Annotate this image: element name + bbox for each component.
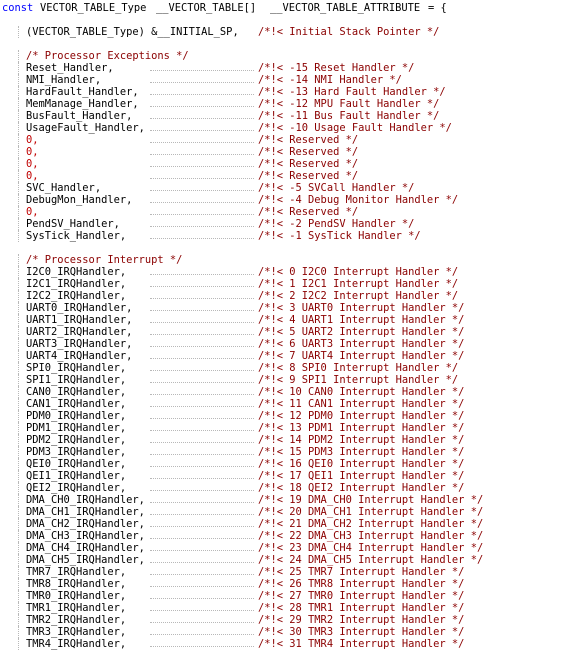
handler-comment: /*!< 26 TMR8 Interrupt Handler */ [258, 578, 465, 590]
whitespace-dots [150, 394, 254, 395]
handler-comment: /*!< -1 SysTick Handler */ [258, 230, 421, 242]
handler-name: Reset_Handler, [26, 62, 114, 74]
blank-line [0, 14, 561, 26]
handler-name: TMR7_IRQHandler, [26, 566, 127, 578]
interrupt-entry [0, 302, 561, 314]
exception-entry [0, 134, 561, 146]
handler-comment: /*!< 31 TMR4 Interrupt Handler */ [258, 638, 465, 650]
handler-name: TMR2_IRQHandler, [26, 614, 127, 626]
interrupt-entry [0, 326, 561, 338]
whitespace-dots [150, 130, 254, 131]
interrupt-entry [0, 314, 561, 326]
exception-entry [0, 206, 561, 218]
whitespace-dots [150, 322, 254, 323]
handler-name: QEI0_IRQHandler, [26, 458, 127, 470]
whitespace-dots [150, 286, 254, 287]
interrupt-entry [0, 638, 561, 650]
handler-name: SPI1_IRQHandler, [26, 374, 127, 386]
handler-comment: /*!< 19 DMA_CH0 Interrupt Handler */ [258, 494, 484, 506]
whitespace-dots [150, 454, 254, 455]
handler-name: DMA_CH0_IRQHandler, [26, 494, 145, 506]
whitespace-dots [150, 190, 254, 191]
whitespace-dots [150, 298, 254, 299]
whitespace-dots [150, 478, 254, 479]
vector-table-type: VECTOR_TABLE_Type [40, 2, 147, 14]
handler-comment: /*!< 2 I2C2 Interrupt Handler */ [258, 290, 459, 302]
handler-name: TMR3_IRQHandler, [26, 626, 127, 638]
handler-comment: /*!< 4 UART1 Interrupt Handler */ [258, 314, 465, 326]
whitespace-dots [150, 178, 254, 179]
handler-comment: /*!< 22 DMA_CH3 Interrupt Handler */ [258, 530, 484, 542]
interrupt-entry [0, 554, 561, 566]
whitespace-dots [150, 370, 254, 371]
handler-name: 0, [26, 206, 39, 218]
interrupt-entry [0, 542, 561, 554]
whitespace-dots [150, 70, 254, 71]
handler-name: PDM0_IRQHandler, [26, 410, 127, 422]
handler-comment: /*!< 17 QEI1 Interrupt Handler */ [258, 470, 465, 482]
handler-name: DMA_CH5_IRQHandler, [26, 554, 145, 566]
whitespace-dots [150, 202, 254, 203]
handler-name: I2C0_IRQHandler, [26, 266, 127, 278]
handler-comment: /*!< Reserved */ [258, 170, 359, 182]
exception-entry [0, 62, 561, 74]
handler-name: CAN0_IRQHandler, [26, 386, 127, 398]
whitespace-dots [150, 118, 254, 119]
whitespace-dots [150, 502, 254, 503]
const-keyword: const [2, 2, 34, 14]
exceptions-section-comment: /* Processor Exceptions */ [26, 50, 189, 62]
handler-name: MemManage_Handler, [26, 98, 139, 110]
handler-name: UART2_IRQHandler, [26, 326, 133, 338]
whitespace-dots [150, 154, 254, 155]
exception-entry [0, 194, 561, 206]
whitespace-dots [150, 142, 254, 143]
handler-name: 0, [26, 146, 39, 158]
whitespace-dots [150, 226, 254, 227]
handler-name: 0, [26, 158, 39, 170]
whitespace-dots [150, 634, 254, 635]
whitespace-dots [150, 406, 254, 407]
handler-name: QEI2_IRQHandler, [26, 482, 127, 494]
interrupt-entry [0, 434, 561, 446]
interrupt-entry [0, 506, 561, 518]
handler-name: DMA_CH2_IRQHandler, [26, 518, 145, 530]
handler-comment: /*!< 3 UART0 Interrupt Handler */ [258, 302, 465, 314]
handler-name: DebugMon_Handler, [26, 194, 133, 206]
handler-name: QEI1_IRQHandler, [26, 470, 127, 482]
handler-name: TMR1_IRQHandler, [26, 602, 127, 614]
handler-name: UART3_IRQHandler, [26, 338, 133, 350]
handler-name: DMA_CH4_IRQHandler, [26, 542, 145, 554]
whitespace-dots [150, 238, 254, 239]
handler-comment: /*!< -5 SVCall Handler */ [258, 182, 415, 194]
whitespace-dots [150, 214, 254, 215]
whitespace-dots [150, 166, 254, 167]
interrupts-section-comment: /* Processor Interrupt */ [26, 254, 183, 266]
handler-comment: /*!< 7 UART4 Interrupt Handler */ [258, 350, 465, 362]
whitespace-dots [150, 598, 254, 599]
whitespace-dots [150, 430, 254, 431]
interrupt-entry [0, 386, 561, 398]
handler-comment: /*!< -4 Debug Monitor Handler */ [258, 194, 459, 206]
whitespace-dots [150, 334, 254, 335]
handler-comment: /*!< 11 CAN1 Interrupt Handler */ [258, 398, 465, 410]
exception-entry [0, 146, 561, 158]
whitespace-dots [150, 346, 254, 347]
whitespace-dots [150, 574, 254, 575]
handler-name: 0, [26, 134, 39, 146]
handler-name: UART0_IRQHandler, [26, 302, 133, 314]
handler-comment: /*!< 5 UART2 Interrupt Handler */ [258, 326, 465, 338]
stack-pointer-comment: /*!< Initial Stack Pointer */ [258, 26, 440, 38]
whitespace-dots [150, 82, 254, 83]
interrupt-entry [0, 410, 561, 422]
interrupt-entry [0, 362, 561, 374]
exception-entry [0, 98, 561, 110]
handler-comment: /*!< -13 Hard Fault Handler */ [258, 86, 446, 98]
whitespace-dots [150, 526, 254, 527]
handler-name: UsageFault_Handler, [26, 122, 145, 134]
whitespace-dots [150, 466, 254, 467]
handler-comment: /*!< 10 CAN0 Interrupt Handler */ [258, 386, 465, 398]
interrupt-entry [0, 590, 561, 602]
whitespace-dots [150, 418, 254, 419]
handler-comment: /*!< 1 I2C1 Interrupt Handler */ [258, 278, 459, 290]
handler-comment: /*!< -12 MPU Fault Handler */ [258, 98, 440, 110]
handler-comment: /*!< -10 Usage Fault Handler */ [258, 122, 452, 134]
stack-pointer-line [0, 26, 561, 38]
interrupt-entry [0, 290, 561, 302]
interrupt-entry [0, 278, 561, 290]
whitespace-dots [150, 310, 254, 311]
blank-line [0, 38, 561, 50]
interrupt-entry [0, 422, 561, 434]
exception-entry [0, 110, 561, 122]
handler-name: DMA_CH3_IRQHandler, [26, 530, 145, 542]
stack-pointer-entry: (VECTOR_TABLE_Type) &__INITIAL_SP, [26, 26, 239, 38]
handler-comment: /*!< 15 PDM3 Interrupt Handler */ [258, 446, 465, 458]
handler-name: UART1_IRQHandler, [26, 314, 133, 326]
handler-name: UART4_IRQHandler, [26, 350, 133, 362]
handler-comment: /*!< Reserved */ [258, 206, 359, 218]
handler-name: HardFault_Handler, [26, 86, 139, 98]
handler-name: 0, [26, 170, 39, 182]
handler-comment: /*!< 12 PDM0 Interrupt Handler */ [258, 410, 465, 422]
whitespace-dots [150, 514, 254, 515]
exception-entry [0, 122, 561, 134]
handler-comment: /*!< 16 QEI0 Interrupt Handler */ [258, 458, 465, 470]
handler-name: I2C2_IRQHandler, [26, 290, 127, 302]
handler-name: CAN1_IRQHandler, [26, 398, 127, 410]
whitespace-dots [150, 610, 254, 611]
whitespace-dots [150, 274, 254, 275]
handler-comment: /*!< 6 UART3 Interrupt Handler */ [258, 338, 465, 350]
handler-comment: /*!< 9 SPI1 Interrupt Handler */ [258, 374, 459, 386]
whitespace-dots [150, 622, 254, 623]
interrupt-entry [0, 494, 561, 506]
interrupt-entry [0, 350, 561, 362]
handler-name: TMR4_IRQHandler, [26, 638, 127, 650]
handler-name: SPI0_IRQHandler, [26, 362, 127, 374]
exception-entry [0, 182, 561, 194]
interrupt-entry [0, 602, 561, 614]
handler-name: SVC_Handler, [26, 182, 102, 194]
interrupt-entry [0, 374, 561, 386]
handler-name: DMA_CH1_IRQHandler, [26, 506, 145, 518]
interrupt-entry [0, 578, 561, 590]
handler-comment: /*!< 14 PDM2 Interrupt Handler */ [258, 434, 465, 446]
handler-comment: /*!< 0 I2C0 Interrupt Handler */ [258, 266, 459, 278]
handler-name: TMR0_IRQHandler, [26, 590, 127, 602]
vector-table-symbol: __VECTOR_TABLE[] [156, 2, 257, 14]
handler-comment: /*!< 13 PDM1 Interrupt Handler */ [258, 422, 465, 434]
interrupt-entry [0, 482, 561, 494]
interrupt-entry [0, 614, 561, 626]
exception-entry [0, 86, 561, 98]
interrupt-entry [0, 446, 561, 458]
interrupt-entry [0, 338, 561, 350]
handler-comment: /*!< 20 DMA_CH1 Interrupt Handler */ [258, 506, 484, 518]
exception-entry [0, 230, 561, 242]
interrupt-entry [0, 626, 561, 638]
whitespace-dots [150, 550, 254, 551]
handler-comment: /*!< 8 SPI0 Interrupt Handler */ [258, 362, 459, 374]
handler-comment: /*!< 21 DMA_CH2 Interrupt Handler */ [258, 518, 484, 530]
handler-comment: /*!< 23 DMA_CH4 Interrupt Handler */ [258, 542, 484, 554]
interrupt-entry [0, 266, 561, 278]
handler-comment: /*!< -11 Bus Fault Handler */ [258, 110, 440, 122]
handler-comment: /*!< -14 NMI Handler */ [258, 74, 402, 86]
handler-name: PDM3_IRQHandler, [26, 446, 127, 458]
whitespace-dots [150, 94, 254, 95]
handler-comment: /*!< 28 TMR1 Interrupt Handler */ [258, 602, 465, 614]
whitespace-dots [150, 442, 254, 443]
interrupts-section-comment-line [0, 254, 561, 266]
handler-comment: /*!< 18 QEI2 Interrupt Handler */ [258, 482, 465, 494]
handler-comment: /*!< 29 TMR2 Interrupt Handler */ [258, 614, 465, 626]
exception-entry [0, 218, 561, 230]
handler-name: SysTick_Handler, [26, 230, 127, 242]
handler-name: PDM2_IRQHandler, [26, 434, 127, 446]
interrupt-entry [0, 566, 561, 578]
handler-name: PDM1_IRQHandler, [26, 422, 127, 434]
exceptions-section-comment-line [0, 50, 561, 62]
exception-entry [0, 74, 561, 86]
handler-name: TMR8_IRQHandler, [26, 578, 127, 590]
handler-name: BusFault_Handler, [26, 110, 133, 122]
whitespace-dots [150, 586, 254, 587]
handler-comment: /*!< -15 Reset Handler */ [258, 62, 415, 74]
handler-comment: /*!< 27 TMR0 Interrupt Handler */ [258, 590, 465, 602]
handler-name: PendSV_Handler, [26, 218, 120, 230]
handler-comment: /*!< 25 TMR7 Interrupt Handler */ [258, 566, 465, 578]
whitespace-dots [150, 538, 254, 539]
handler-comment: /*!< 24 DMA_CH5 Interrupt Handler */ [258, 554, 484, 566]
interrupt-entry [0, 518, 561, 530]
interrupt-entry [0, 458, 561, 470]
header-line [0, 2, 561, 14]
whitespace-dots [150, 562, 254, 563]
whitespace-dots [150, 382, 254, 383]
exception-entry [0, 170, 561, 182]
whitespace-dots [150, 646, 254, 647]
whitespace-dots [150, 358, 254, 359]
handler-comment: /*!< Reserved */ [258, 134, 359, 146]
handler-name: I2C1_IRQHandler, [26, 278, 127, 290]
whitespace-dots [150, 106, 254, 107]
assign-operator: = { [428, 2, 447, 14]
interrupt-entry [0, 398, 561, 410]
handler-comment: /*!< Reserved */ [258, 158, 359, 170]
handler-comment: /*!< Reserved */ [258, 146, 359, 158]
interrupt-entry [0, 470, 561, 482]
whitespace-dots [150, 490, 254, 491]
blank-line [0, 242, 561, 254]
exception-entry [0, 158, 561, 170]
interrupt-entry [0, 530, 561, 542]
handler-comment: /*!< 30 TMR3 Interrupt Handler */ [258, 626, 465, 638]
handler-name: NMI_Handler, [26, 74, 102, 86]
handler-comment: /*!< -2 PendSV Handler */ [258, 218, 415, 230]
vector-table-attribute: __VECTOR_TABLE_ATTRIBUTE [270, 2, 421, 14]
